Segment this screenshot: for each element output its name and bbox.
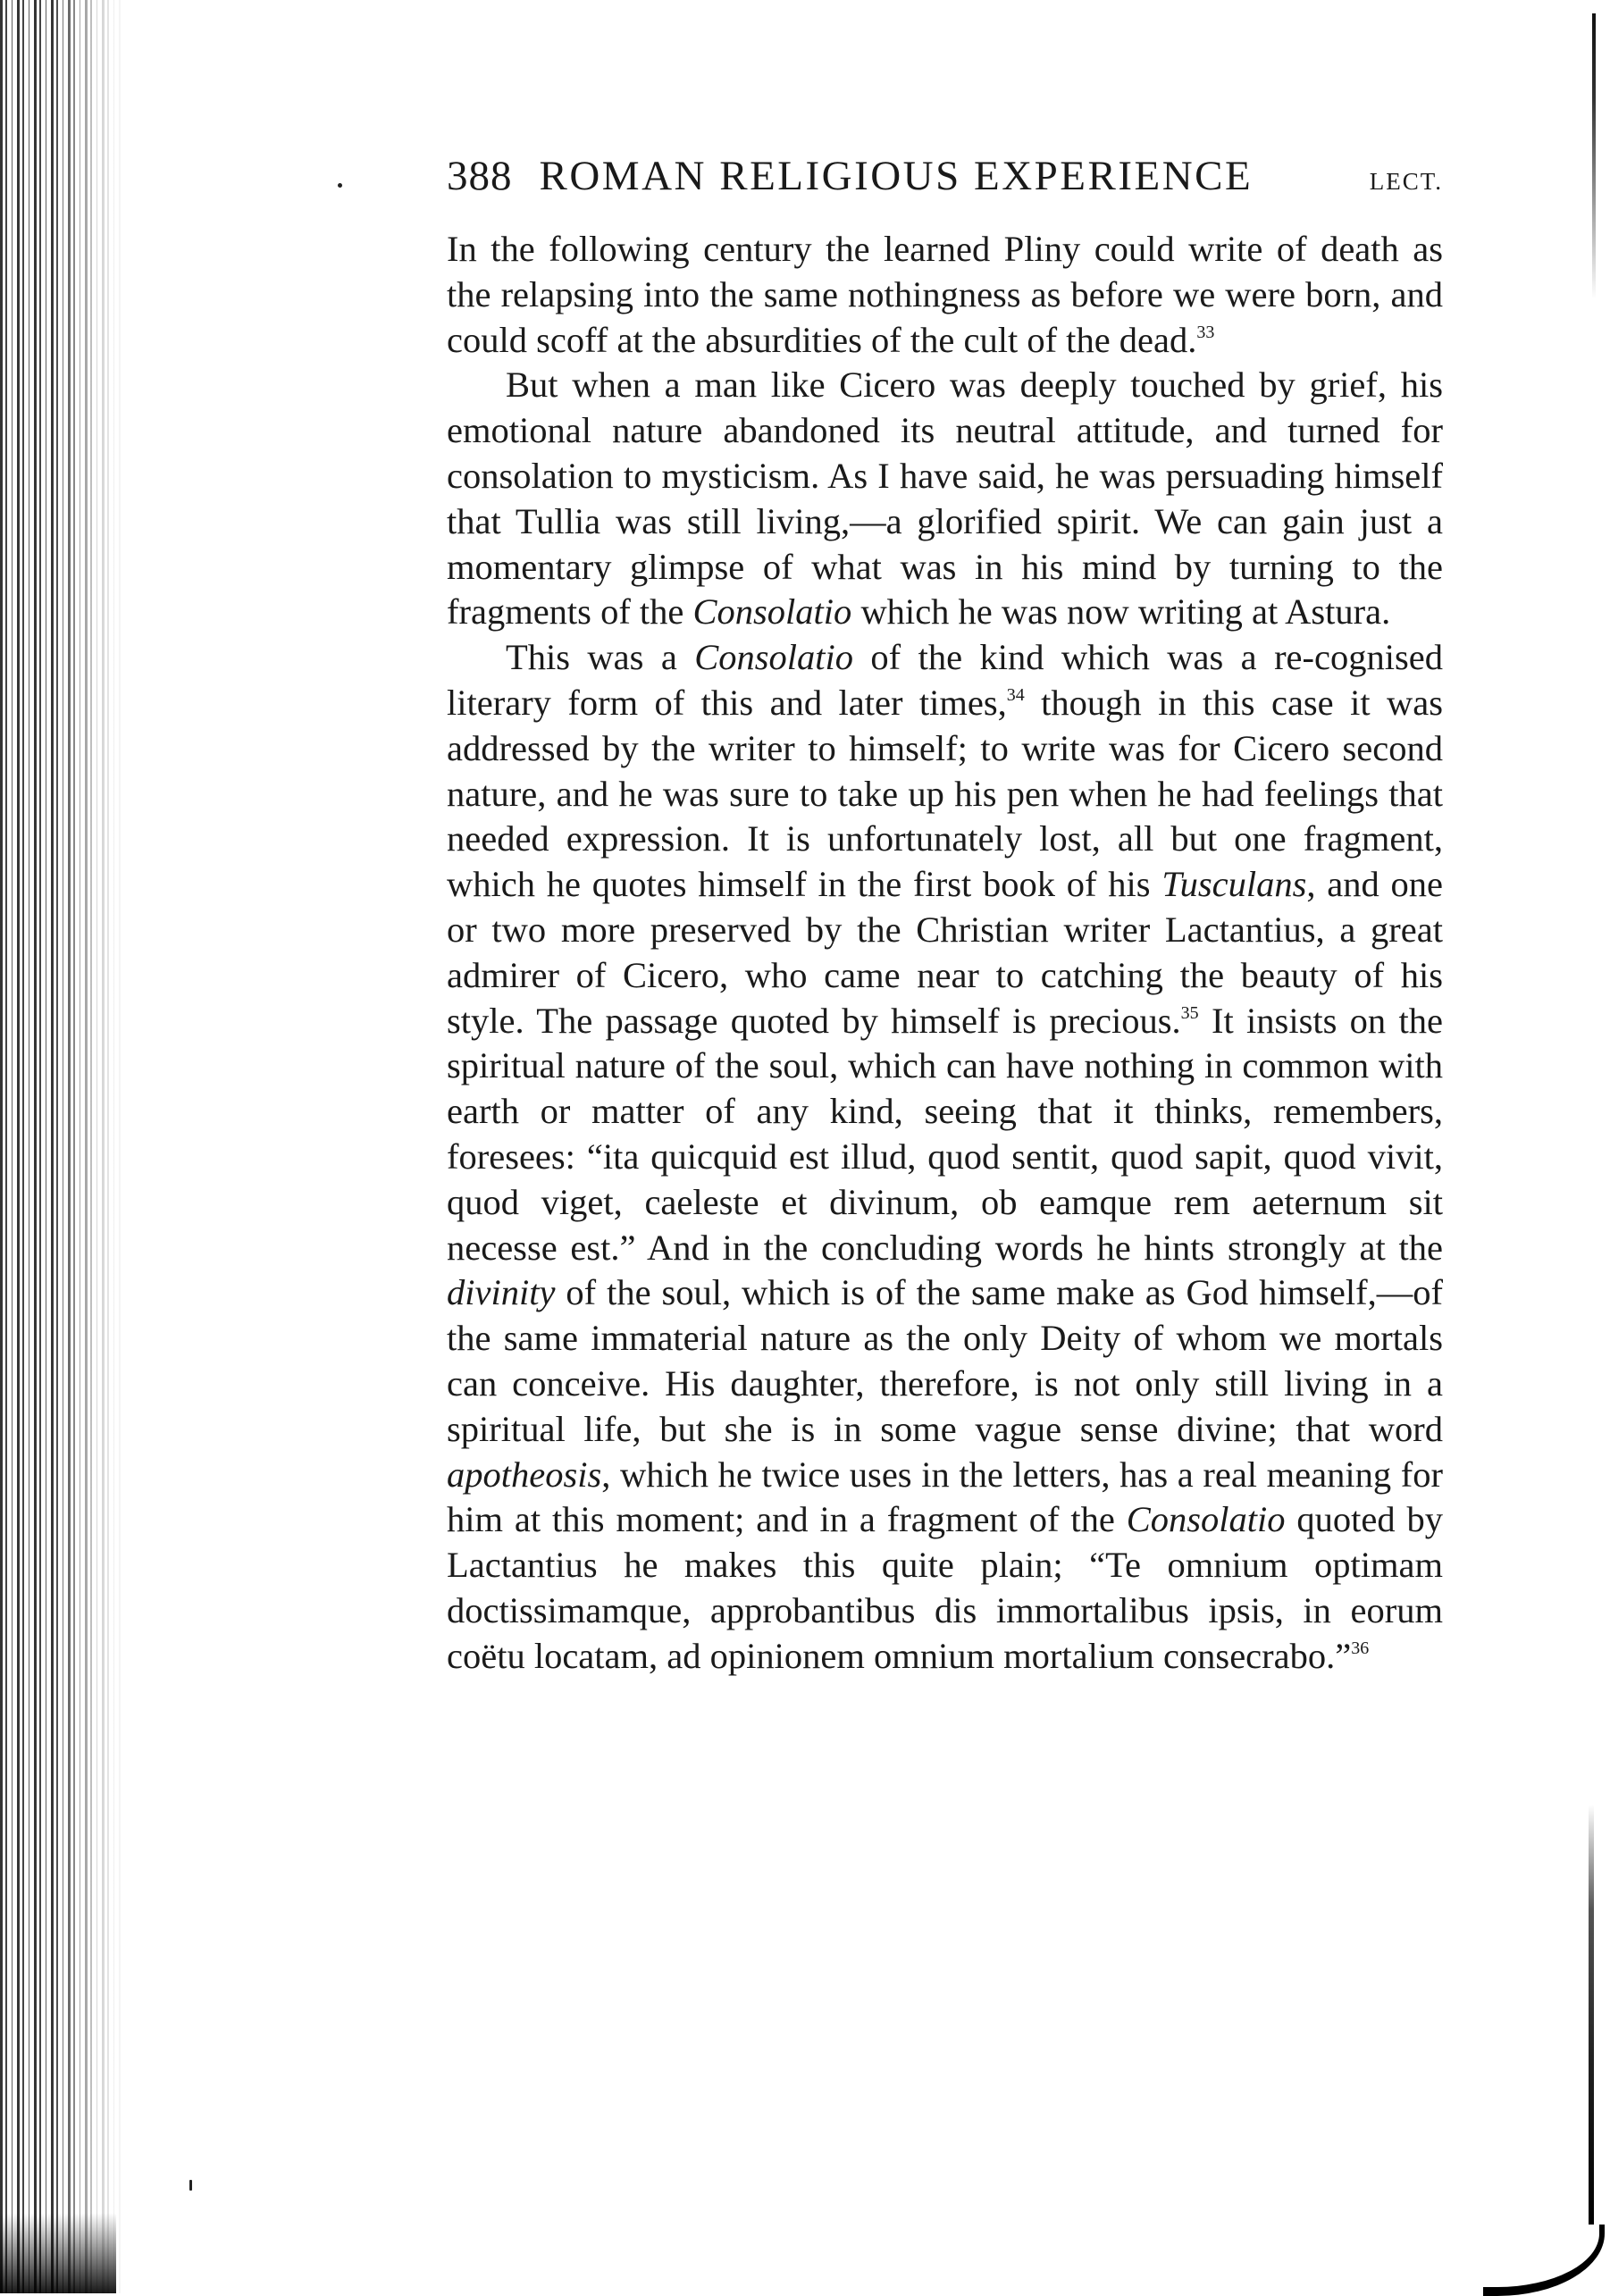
text-run: In the following century the learned Pliny could write of death as the relapsing into the same nothingness as before we were born, and could scoff at the absurdities of the cult of the dead. bbox=[447, 229, 1443, 360]
italic-term: Consolatio bbox=[694, 637, 853, 678]
text-run: which he was now writing at Astura. bbox=[851, 591, 1391, 633]
footnote-ref: 35 bbox=[1180, 1002, 1199, 1023]
text-run: This was a bbox=[506, 637, 695, 678]
text-run: of the soul, which is of the same make as God himself,—of the same immaterial nature as the only Deity of whom we mortals can conceive. His daughter, therefore, is not only still living in a spiritual life, but she is in some vague sense divine; that word bbox=[447, 1272, 1443, 1449]
right-page-edge-top bbox=[1592, 13, 1596, 299]
footnote-ref: 36 bbox=[1351, 1638, 1370, 1658]
text-run: But when a man like Cicero was deeply touched by grief, his emotional nature abandoned its neutral attitude, and turned for consolation to mysticism. As I have said, he was persuading himself that Tullia was still living,—a glorified spirit. We can gain just a momentary glimpse of what was in his mind by turning to the fragments of the bbox=[447, 365, 1443, 633]
section-mark: LECT. bbox=[1369, 168, 1443, 195]
text-run: , which he twice uses in the letters, has a real meaning for him at this moment; and in a fragment of the bbox=[447, 1454, 1443, 1540]
binding-bottom-shadow bbox=[0, 2213, 116, 2293]
text-run: quoted by Lactantius he makes this quite plain; “Te omnium optimam doctissimamque, approbantibus dis immortalibus ipsis, in eorum coëtu locatam, ad opinionem omnium mortalium consecrabo.” bbox=[447, 1499, 1443, 1676]
paragraph bbox=[447, 227, 1443, 363]
page-number: 388 bbox=[447, 153, 513, 199]
italic-term: Consolatio bbox=[1126, 1499, 1286, 1540]
book-page bbox=[447, 152, 1443, 1680]
page-curl bbox=[1483, 2225, 1605, 2296]
text-run: though in this case it was addressed by the writer to himself; to write was for Cicero second nature, and he was sure to take up his pen when he had feelings that needed expression. It is unfortunately lost, all but one fragment, which he quotes himself in the first book of his bbox=[447, 682, 1443, 905]
binding-shadow bbox=[54, 0, 125, 2293]
italic-term: divinity bbox=[447, 1272, 556, 1313]
scan-speck bbox=[189, 2180, 192, 2191]
scan-speck bbox=[338, 183, 342, 188]
text-run: It insists on the spiritual nature of the soul, which can have nothing in common with earth or matter of any kind, seeing that it thinks, remembers, foresees: “ita quicquid est illud, quod sentit, quod sapit, quod vivit, quod viget, caeleste et divinum, ob eamque rem aeternum sit necesse est.” And in the concluding words he hints strongly at the bbox=[447, 1000, 1443, 1268]
text-run: of the kind which was a re-cognised literary form of this and later times, bbox=[447, 637, 1443, 723]
italic-term: Consolatio bbox=[692, 591, 852, 633]
paragraph bbox=[447, 635, 1443, 1679]
footnote-ref: 33 bbox=[1196, 322, 1215, 342]
italic-term: Tusculans bbox=[1161, 864, 1307, 905]
body-text bbox=[447, 227, 1443, 1680]
right-page-edge-bottom bbox=[1589, 1805, 1594, 2225]
italic-term: apotheosis bbox=[447, 1454, 602, 1495]
running-header bbox=[447, 152, 1443, 214]
footnote-ref: 34 bbox=[1006, 684, 1025, 705]
running-title: ROMAN RELIGIOUS EXPERIENCE bbox=[539, 153, 1254, 199]
paragraph bbox=[447, 363, 1443, 635]
text-run: , and one or two more preserved by the Christian writer Lactantius, a great admirer of Cicero, who came near to catching the beauty of his style. The passage quoted by himself is precious. bbox=[447, 864, 1444, 1041]
